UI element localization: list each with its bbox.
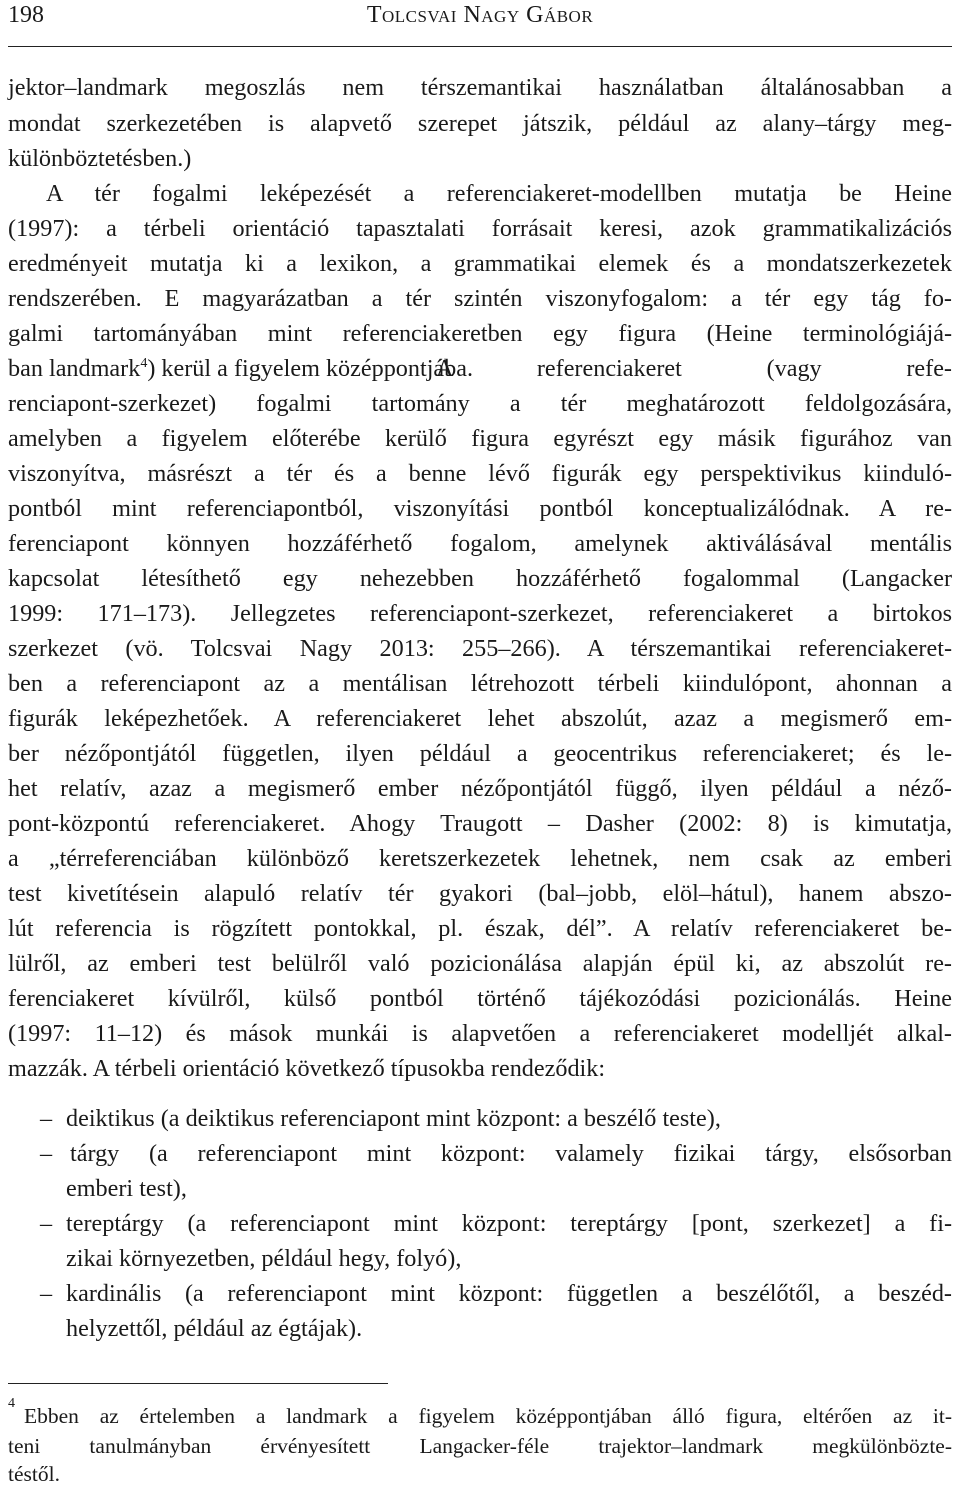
body-line: renciapont-szerkezet) fogalmi tartomány a tér meghatározott feldolgozására, xyxy=(8,390,952,417)
list-item-text: tereptárgy (a referenciapont mint központ: tereptárgy [pont, szerkezet] a fi- xyxy=(66,1210,952,1237)
line-segment: A referenciakeret (vagy refe- xyxy=(436,355,952,382)
list-item xyxy=(8,1210,952,1244)
body-line: ber nézőpontjától független, ilyen például a geocentrikus referenciakeret; és le- xyxy=(8,740,952,767)
list-item xyxy=(8,1105,952,1139)
body-line: különböztetésben.) xyxy=(8,145,192,172)
line-segment: ban landmark xyxy=(8,355,141,382)
footnote-line: Ebben az értelemben a landmark a figyelem középpontjában álló figura, eltérően az it- xyxy=(24,1404,952,1428)
body-line: pontból mint referenciapontból, viszonyítási pontból konceptualizálódnak. A re- xyxy=(8,495,952,522)
list-dash: – xyxy=(40,1210,53,1237)
body-line: mazzák. A térbeli orientáció következő típusokba rendeződik: xyxy=(8,1055,606,1082)
list-item-continuation xyxy=(8,1245,952,1279)
footnote-line: teni tanulmányban érvényesített Langacker-féle trajektor–landmark megkülönbözte- xyxy=(8,1434,952,1458)
body-line: het relatív, azaz a megismerő ember nézőpontjától függő, ilyen például a néző- xyxy=(8,775,952,802)
list-item-text: emberi test), xyxy=(66,1175,187,1202)
body-line: szerkezet (vö. Tolcsvai Nagy 2013: 255–266). A térszemantikai referenciakeret- xyxy=(8,635,952,662)
body-line: A tér fogalmi leképezését a referenciakeret-modellben mutatja be Heine xyxy=(46,180,952,207)
list-item-text: tárgy (a referenciapont mint központ: valamely fizikai tárgy, elsősorban xyxy=(70,1140,952,1167)
body-line: eredményeit mutatja ki a lexikon, a grammatikai elemek és a mondatszerkezetek xyxy=(8,250,952,277)
body-line: ferenciakeret kívülről, külső pontból történő tájékozódási pozicionálás. Heine xyxy=(8,985,952,1012)
body-line: figurák leképezhetőek. A referenciakeret lehet abszolút, azaz a megismerő em- xyxy=(8,705,952,732)
list-item-text: helyzettől, például az égtájak). xyxy=(66,1315,363,1342)
body-line: a „térreferenciában különböző keretszerkezetek lehetnek, nem csak az emberi xyxy=(8,845,952,872)
list-dash: – xyxy=(40,1280,53,1307)
list-item xyxy=(8,1280,952,1314)
body-line: mondat szerkezetében is alapvető szerepet játszik, például az alany–tárgy meg- xyxy=(8,110,952,137)
body-line: pont-központú referenciakeret. Ahogy Traugott – Dasher (2002: 8) is kimutatja, xyxy=(8,810,952,837)
footnote-marker: 4 xyxy=(8,1396,15,1411)
body-line: amelyben a figyelem előterébe kerülő figura egyrészt egy másik figurához van xyxy=(8,425,952,452)
body-line: ben a referenciapont az a mentálisan létrehozott térbeli kiindulópont, ahonnan a xyxy=(8,670,952,697)
body-line: ferenciapont könnyen hozzáférhető fogalom, amelynek aktiválásával mentális xyxy=(8,530,952,557)
body-line: lülről, az emberi test belülről való pozicionálása alapján épül ki, az abszolút re- xyxy=(8,950,952,977)
body-line: kapcsolat létesíthető egy nehezebben hozzáférhető fogalommal (Langacker xyxy=(8,565,952,592)
footnote-line: téstől. xyxy=(8,1462,60,1486)
body-line: 1999: 171–173). Jellegzetes referenciapont-szerkezet, referenciakeret a birtokos xyxy=(8,600,952,627)
running-head: Tolcsvai Nagy Gábor xyxy=(366,2,594,28)
body-line: rendszerében. E magyarázatban a tér szintén viszonyfogalom: a tér egy tág fo- xyxy=(8,285,952,312)
line-segment: ) kerül a figyelem középpontjába. xyxy=(147,355,474,382)
body-line: (1997): a térbeli orientáció tapasztalati forrásait keresi, azok grammatikalizációs xyxy=(8,215,952,242)
list-item-continuation xyxy=(8,1175,952,1209)
list-dash: – xyxy=(40,1140,53,1167)
footnote-divider xyxy=(8,1383,388,1384)
list-item xyxy=(8,1140,952,1174)
list-item-text: zikai környezetben, például hegy, folyó), xyxy=(66,1245,462,1272)
body-line: jektor–landmark megoszlás nem térszemantikai használatban általánosabban a xyxy=(8,74,952,101)
footnote-reference: 4 xyxy=(140,355,148,371)
body-line: galmi tartományában mint referenciakeretben egy figura (Heine terminológiájá- xyxy=(8,320,952,347)
list-item-continuation xyxy=(8,1315,952,1349)
body-line: viszonyítva, másrészt a tér és a benne lévő figurák egy perspektivikus kiinduló- xyxy=(8,460,952,487)
body-line: lút referencia is rögzített pontokkal, pl. észak, dél”. A relatív referenciakeret be- xyxy=(8,915,952,942)
body-line-with-footnote xyxy=(8,355,952,389)
page-header xyxy=(8,0,952,47)
list-item-text: kardinális (a referenciapont mint központ: független a beszélőtől, a beszéd- xyxy=(66,1280,952,1307)
body-line: test kivetítésein alapuló relatív tér gyakori (bal–jobb, elöl–hátul), hanem abszo- xyxy=(8,880,952,907)
list-dash: – xyxy=(40,1105,53,1132)
page-number: 198 xyxy=(8,2,44,28)
list-item-text: deiktikus (a deiktikus referenciapont mint központ: a beszélő teste), xyxy=(66,1105,721,1132)
body-line: (1997: 11–12) és mások munkái is alapvetően a referenciakeret modelljét alkal- xyxy=(8,1020,952,1047)
